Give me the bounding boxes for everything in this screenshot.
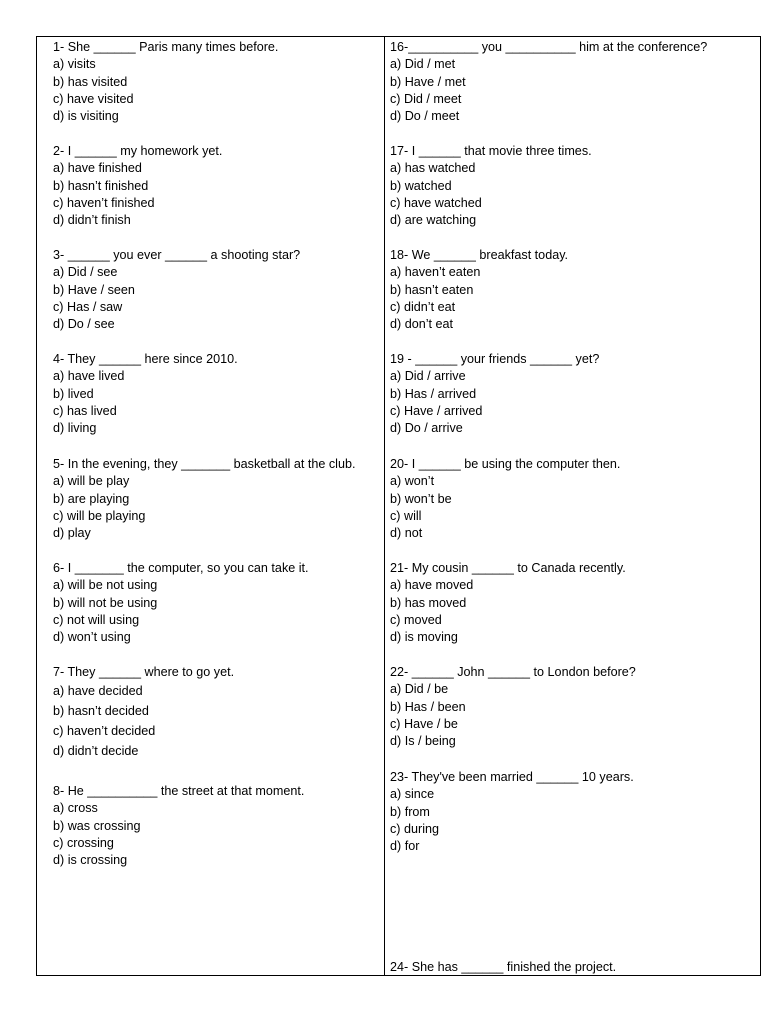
option-a: a) visits <box>53 57 96 72</box>
option-c: c) crossing <box>53 835 114 850</box>
question-text: 22- ______ John ______ to London before? <box>390 665 636 679</box>
question-text: 8- He __________ the street at that moment. <box>53 784 305 798</box>
question-text: 3- ______ you ever ______ a shooting star? <box>53 248 301 262</box>
option-a: a) cross <box>53 801 98 816</box>
option-b: b) hasn’t finished <box>53 178 149 193</box>
option-b: b) has moved <box>390 595 467 610</box>
option-d: d) won’t using <box>53 630 131 645</box>
option-b: b) watched <box>390 178 452 193</box>
option-d: d) didn’t decide <box>53 744 139 759</box>
option-b: b) Has / arrived <box>390 386 477 401</box>
question-text: 2- I ______ my homework yet. <box>53 144 223 158</box>
option-d: d) Do / arrive <box>390 421 463 436</box>
question-text: 24- She has ______ finished the project. <box>390 960 617 974</box>
question-block-5 <box>53 456 378 542</box>
question-block-16 <box>390 39 756 125</box>
option-a: a) Did / see <box>53 265 118 280</box>
column-divider <box>384 37 385 975</box>
question-block-1 <box>53 39 378 125</box>
question-text: 21- My cousin ______ to Canada recently. <box>390 561 626 575</box>
question-block-3 <box>53 247 378 333</box>
question-block-23 <box>390 769 756 855</box>
question-text: 1- She ______ Paris many times before. <box>53 40 279 54</box>
question-text: 16-__________ you __________ him at the conference? <box>390 40 708 54</box>
question-block-18 <box>390 247 756 333</box>
option-a: a) have decided <box>53 684 143 699</box>
option-a: a) will be not using <box>53 578 158 593</box>
option-b: b) hasn’t eaten <box>390 282 474 297</box>
option-b: b) won’t be <box>390 491 452 506</box>
option-d: d) Do / meet <box>390 109 460 124</box>
question-block-21 <box>390 560 756 646</box>
question-text: 17- I ______ that movie three times. <box>390 144 592 158</box>
option-c: c) during <box>390 821 439 836</box>
question-text: 6- I _______ the computer, so you can take it. <box>53 561 309 575</box>
option-d: d) is moving <box>390 630 458 645</box>
option-c: c) Have / be <box>390 716 458 731</box>
question-text: 18- We ______ breakfast today. <box>390 248 569 262</box>
option-a: a) has watched <box>390 161 476 176</box>
option-d: d) don’t eat <box>390 317 454 332</box>
question-block-2 <box>53 143 378 229</box>
option-b: b) from <box>390 804 430 819</box>
option-d: d) living <box>53 421 97 436</box>
worksheet-table <box>36 36 761 976</box>
question-text: 23- They've been married ______ 10 years. <box>390 770 634 784</box>
question-text: 19 - ______ your friends ______ yet? <box>390 352 600 366</box>
question-text: 4- They ______ here since 2010. <box>53 352 238 366</box>
option-d: d) Is / being <box>390 734 456 749</box>
question-block-4 <box>53 351 378 437</box>
question-block-20 <box>390 456 756 542</box>
option-c: c) will <box>390 508 422 523</box>
question-text: 7- They ______ where to go yet. <box>53 665 235 679</box>
option-a: a) won’t <box>390 474 435 489</box>
question-text: 20- I ______ be using the computer then. <box>390 457 621 471</box>
option-c: c) Did / meet <box>390 91 462 106</box>
option-d: d) for <box>390 839 420 854</box>
option-a: a) haven’t eaten <box>390 265 481 280</box>
option-c: c) Has / saw <box>53 299 123 314</box>
option-c: c) have visited <box>53 91 134 106</box>
option-c: c) didn’t eat <box>390 299 456 314</box>
option-d: d) is visiting <box>53 109 119 124</box>
question-block-19 <box>390 351 756 437</box>
option-a: a) have finished <box>53 161 142 176</box>
option-d: d) is crossing <box>53 853 128 868</box>
option-b: b) Have / seen <box>53 282 135 297</box>
option-c: c) will be playing <box>53 508 146 523</box>
option-c: c) has lived <box>53 403 117 418</box>
option-b: b) lived <box>53 386 94 401</box>
question-text: 5- In the evening, they _______ basketball at the club. <box>53 457 356 471</box>
option-b: b) was crossing <box>53 818 141 833</box>
question-block-6 <box>53 560 378 646</box>
question-block-7 <box>53 664 378 761</box>
option-b: b) Has / been <box>390 699 466 714</box>
option-b: b) Have / met <box>390 74 466 89</box>
option-a: a) Did / met <box>390 57 456 72</box>
option-c: c) have watched <box>390 195 482 210</box>
option-d: d) not <box>390 526 423 541</box>
option-a: a) have lived <box>53 369 125 384</box>
option-d: d) play <box>53 526 91 541</box>
option-a: a) have moved <box>390 578 474 593</box>
question-block-22 <box>390 664 756 750</box>
option-c: c) Have / arrived <box>390 403 483 418</box>
option-c: c) not will using <box>53 612 140 627</box>
option-d: d) didn’t finish <box>53 213 131 228</box>
option-a: a) since <box>390 787 435 802</box>
option-b: b) hasn’t decided <box>53 704 149 719</box>
option-c: c) moved <box>390 612 442 627</box>
option-a: a) Did / be <box>390 682 449 697</box>
option-a: a) Did / arrive <box>390 369 466 384</box>
option-a: a) will be play <box>53 474 130 489</box>
option-d: d) are watching <box>390 213 477 228</box>
question-block-24 <box>390 959 616 976</box>
option-b: b) are playing <box>53 491 130 506</box>
option-c: c) haven’t finished <box>53 195 155 210</box>
option-c: c) haven’t decided <box>53 724 156 739</box>
option-b: b) will not be using <box>53 595 158 610</box>
option-d: d) Do / see <box>53 317 115 332</box>
question-block-8 <box>53 783 378 869</box>
question-block-17 <box>390 143 756 229</box>
option-b: b) has visited <box>53 74 128 89</box>
